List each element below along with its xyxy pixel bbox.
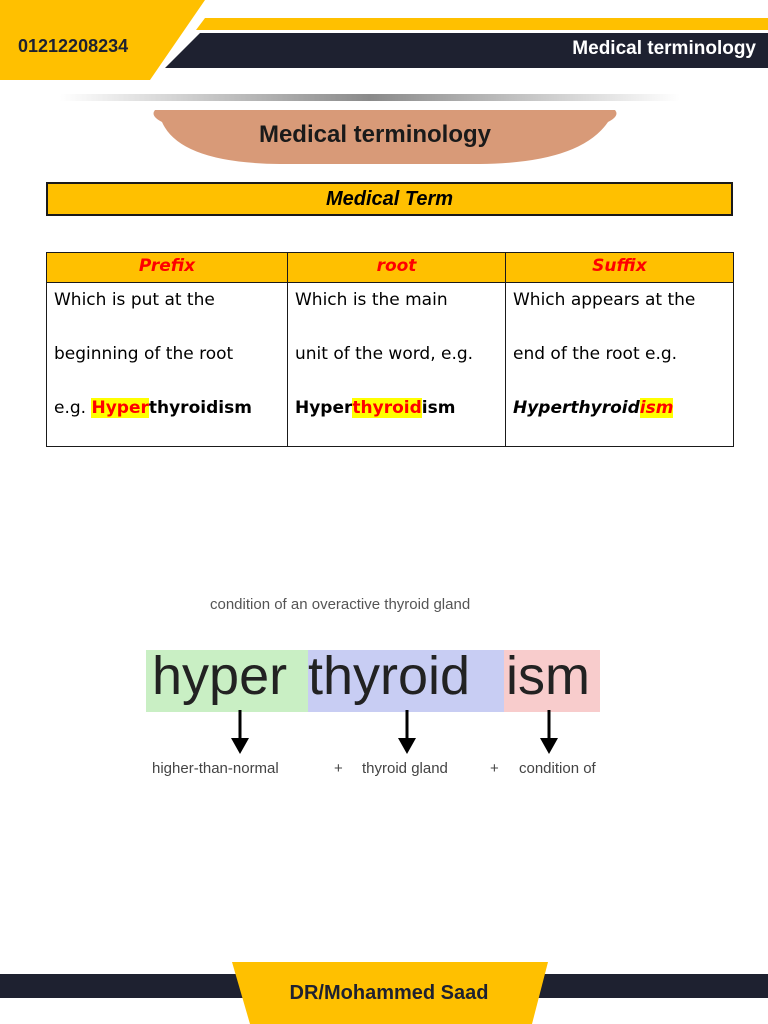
prefix-example xyxy=(54,395,281,435)
suffix-line-2: end of the root e.g. xyxy=(513,344,678,364)
arrow-down-icon xyxy=(539,710,559,756)
meaning-thyroid: thyroid gland xyxy=(362,760,448,777)
prefix-cell xyxy=(47,283,288,447)
prefix-eg: e.g. xyxy=(54,398,87,418)
prefix-line-1: Which is put at the xyxy=(54,290,215,310)
author-name: DR/Mohammed Saad xyxy=(289,982,489,1004)
suffix-example xyxy=(513,395,727,435)
arrow-down-icon xyxy=(230,710,250,756)
root-line-1: Which is the main xyxy=(295,290,448,310)
root-post: ism xyxy=(421,398,456,418)
table-row xyxy=(47,283,734,447)
prefix-rest: thyroidism xyxy=(148,398,252,418)
page-title: Medical terminology xyxy=(258,121,492,148)
plus-sign: + xyxy=(490,760,499,777)
medical-term-heading: Medical Term xyxy=(46,182,733,216)
header-suffix: Suffix xyxy=(506,253,734,283)
header-title: Medical terminology xyxy=(572,38,756,59)
root-cell xyxy=(288,283,506,447)
meaning-ism: condition of xyxy=(519,760,596,777)
root-highlight: thyroid xyxy=(352,398,422,418)
root-pre: Hyper xyxy=(295,398,353,418)
table-header-row xyxy=(47,253,734,283)
suffix-pre: Hyperthyroid xyxy=(513,398,640,418)
page-header xyxy=(0,0,768,90)
header-root: root xyxy=(288,253,506,283)
prefix-line-2: beginning of the root xyxy=(54,344,234,364)
suffix-highlight: ism xyxy=(639,398,674,418)
root-line-2: unit of the word, e.g. xyxy=(295,344,474,364)
word-breakdown-diagram xyxy=(0,580,768,800)
word-parts-table xyxy=(46,252,734,447)
word-part-hyper: hyper xyxy=(152,646,288,706)
phone-number: 01212208234 xyxy=(18,36,129,56)
meaning-hyper: higher-than-normal xyxy=(152,760,279,777)
plus-sign: + xyxy=(334,760,343,777)
prefix-highlight: Hyper xyxy=(91,398,149,418)
diagram-caption: condition of an overactive thyroid gland xyxy=(210,596,471,613)
suffix-line-1: Which appears at the xyxy=(513,290,696,310)
arrow-down-icon xyxy=(397,710,417,756)
suffix-cell xyxy=(506,283,734,447)
header-prefix: Prefix xyxy=(47,253,288,283)
root-example xyxy=(295,395,499,435)
word-part-ism: ism xyxy=(506,646,590,706)
word-part-thyroid: thyroid xyxy=(308,646,471,706)
